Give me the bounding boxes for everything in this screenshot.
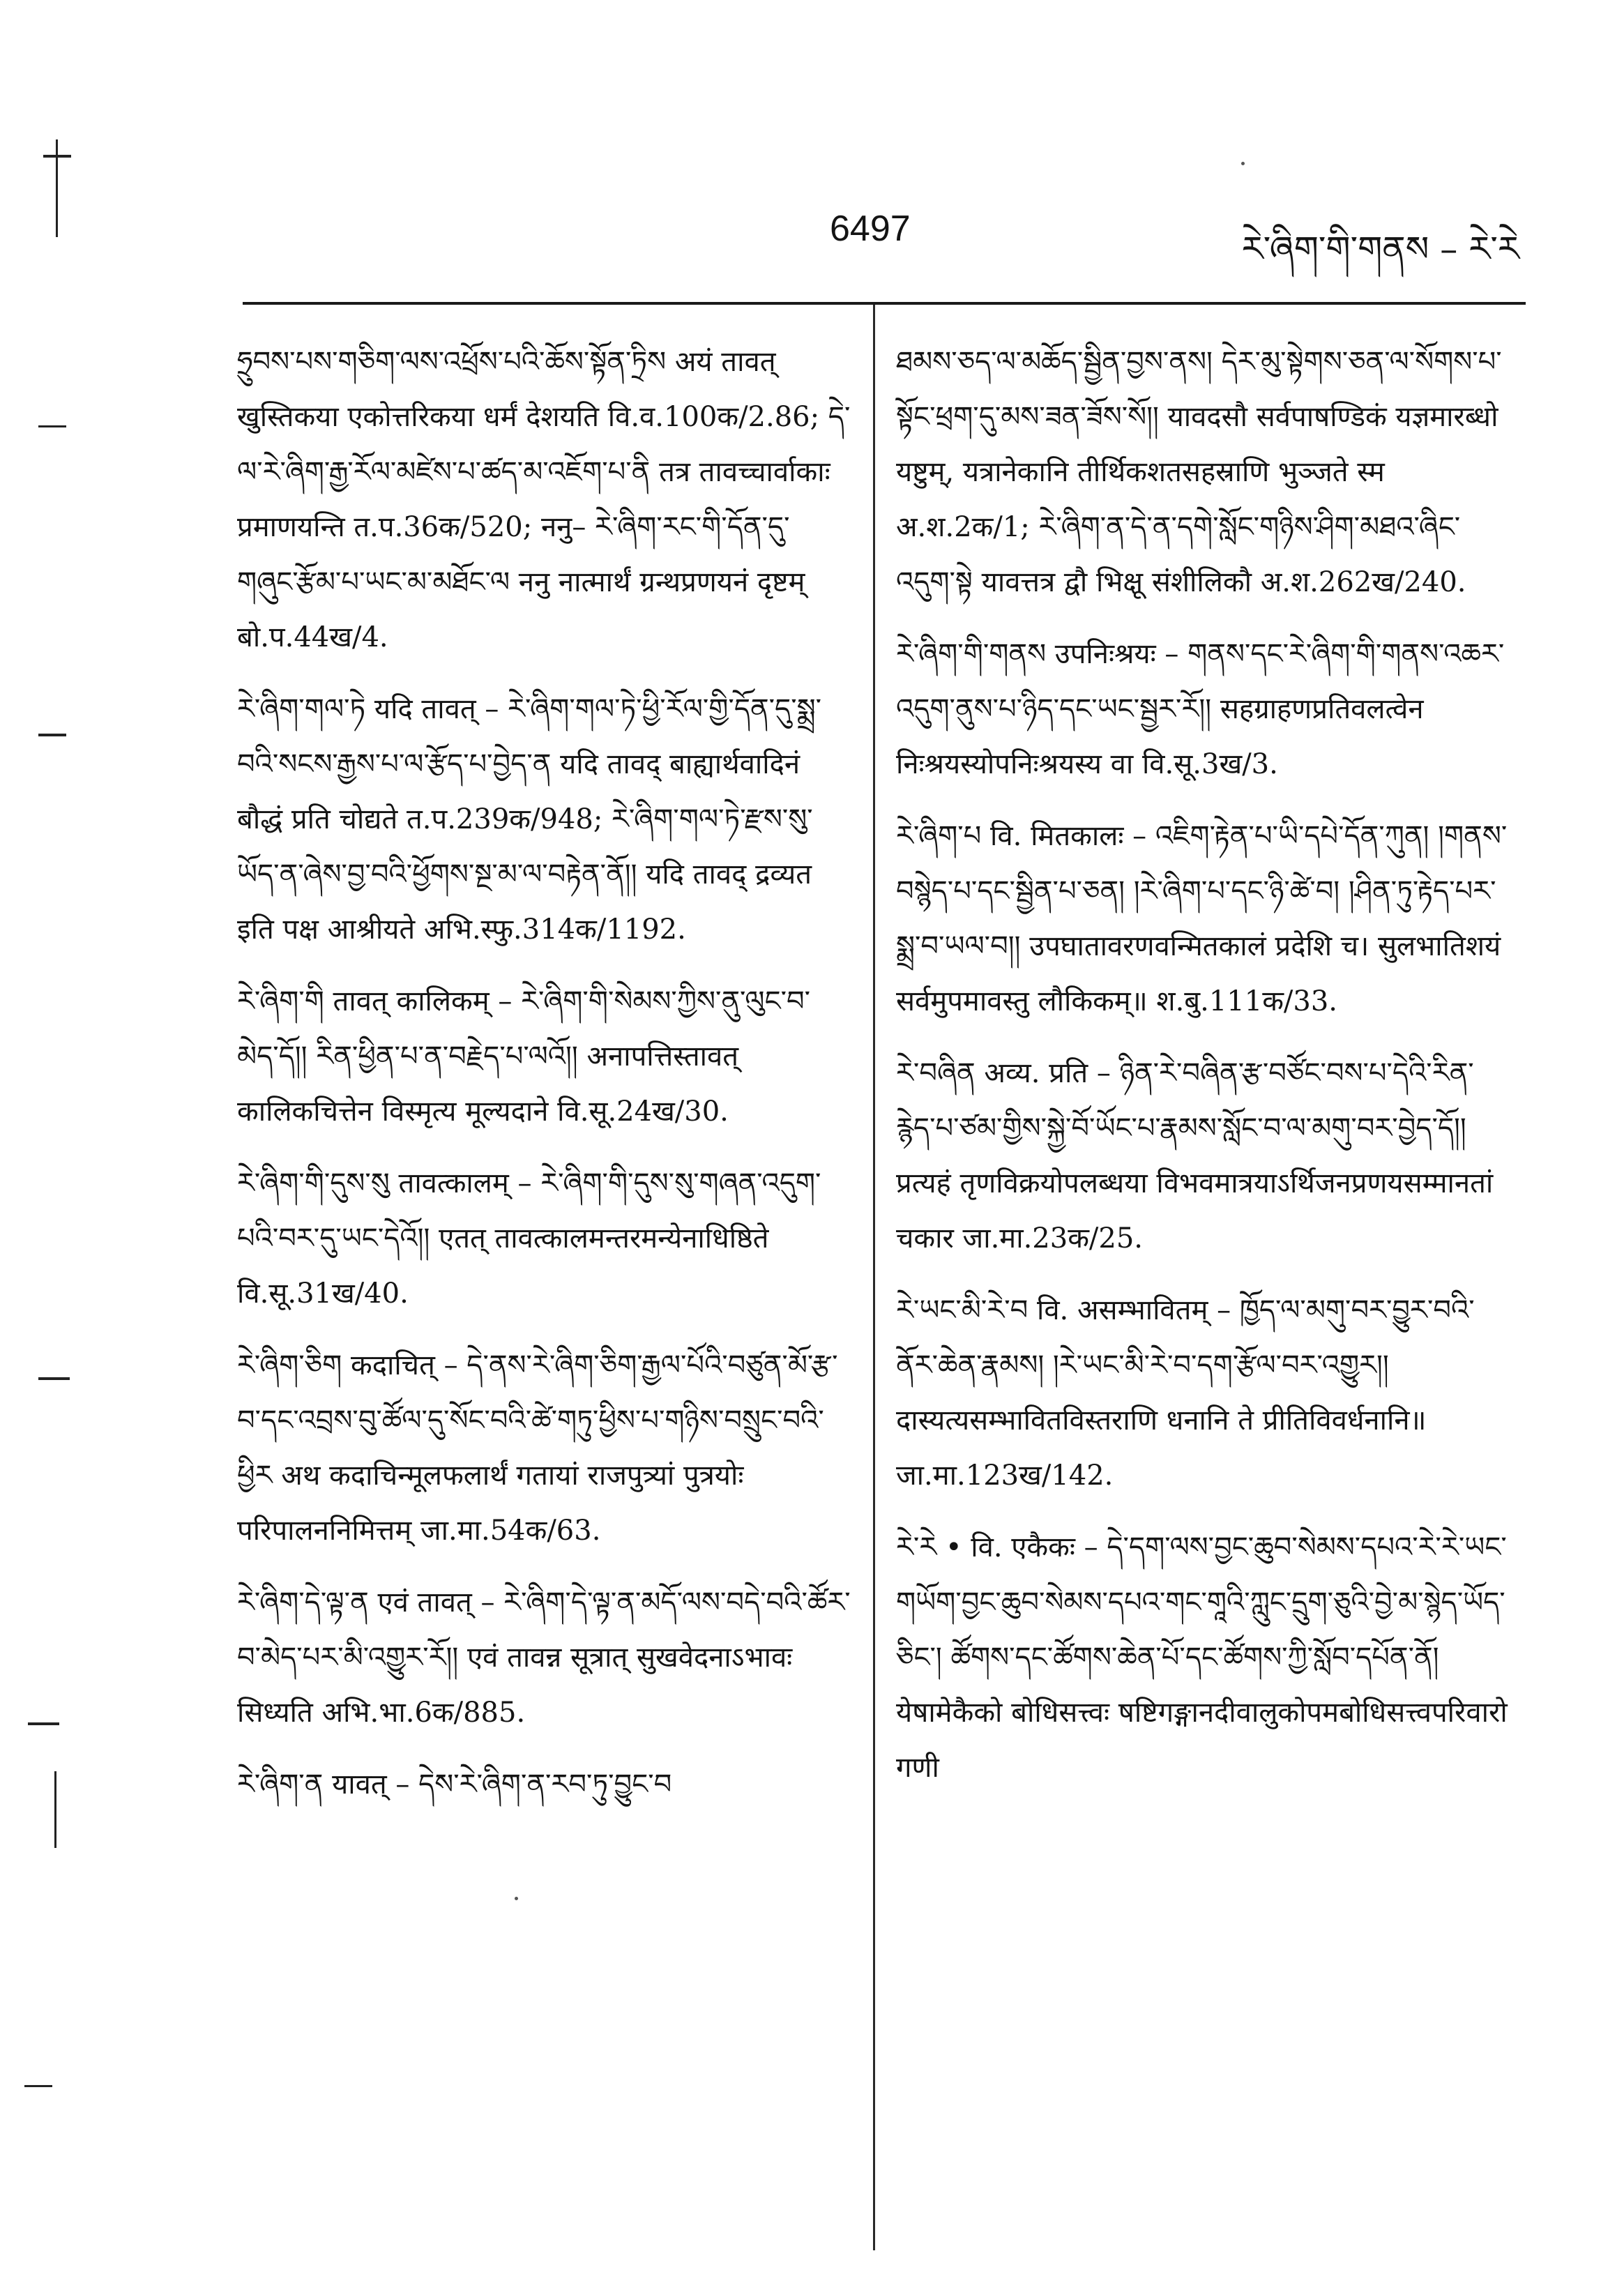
margin-mark <box>56 139 58 237</box>
dictionary-entry: རེ་ཞིག་དེ་ལྟ་ན एवं तावत् – རེ་ཞིག་དེ་ལྟ་ན་མདོ་ལས་བདེ་བའི་ཚོར་བ་མེད་པར་མི་འགྱུར་རོ།། एवं तावन्न सूत्रात् सुखवेदनाऽभावः सिध्यति अभि.भा.6क/885. <box>237 1586 851 1729</box>
right-column <box>896 335 1510 1812</box>
dictionary-entry: རེ་ཞིག་ཅིག कदाचित् – དེ་ནས་རེ་ཞིག་ཅིག་རྒྱལ་པོའི་བཙུན་མོ་རྩ་བ་དང་འབྲས་བུ་ཚོལ་དུ་སོང་བའི་ཚེ་གཏུ་ཕྱིས་པ་གཉིས་བསྲུང་བའི་ཕྱིར अथ कदाचिन्मूलफलार्थं गतायां राजपुत्र्यां पुत्रयोः परिपालननिमित्तम् जा.मा.54क/63. <box>237 1349 838 1547</box>
page-number: 6497 <box>830 209 911 249</box>
speck <box>1241 162 1245 165</box>
margin-mark <box>54 1771 56 1848</box>
dictionary-entry: ཐམས་ཅད་ལ་མཆོད་སྦྱིན་བྱས་ནས། དེར་མུ་སྟེགས་ཅན་ལ་སོགས་པ་སྟོང་ཕྲག་དུ་མས་ཟན་ཟོས་སོ།། यावदसौ सर्वपाषण्डिकं यज्ञमारब्धो यष्टुम्, यत्रानेकानि तीर्थिकशतसहस्राणि भुञ्जते स्म अ.श.2क/1; རེ་ཞིག་ན་དེ་ན་དགེ་སློང་གཉིས་ཤིག་མཐའ་ཞིང་འདུག་སྟེ यावत्तत्र द्वौ भिक्षू संशीलिकौ अ.श.262ख/240. <box>896 346 1502 598</box>
left-column <box>237 335 851 1829</box>
running-head: རེ་ཞིག་གི་གནས – རེ་རེ <box>1241 229 1519 269</box>
dictionary-entry: རེ་ཞིག་གི तावत् कालिकम् – རེ་ཞིག་གི་སེམས་ཀྱིས་ནུ་ལུང་བ་མེད་དོ།། རིན་ཕྱིན་པ་ན་བརྗེད་པ་ལའོ།། अनापत्तिस्तावत् कालिकचित्तेन विस्मृत्य मूल्यदाने वि.सू.24ख/30. <box>237 985 811 1128</box>
dictionary-entry: རེ་ཞིག་གི་དུས་སུ तावत्कालम् – རེ་ཞིག་གི་དུས་སུ་གཞན་འདུག་པའི་བར་དུ་ཡང་དེའོ།། एतत् तावत्कालमन्तरमन्येनाधिष्ठिते वि.सू.31ख/40. <box>237 1167 821 1310</box>
header-rule <box>243 302 1526 305</box>
dictionary-entry: རེ་ཞིག་པ वि. मितकालः – འཇིག་རྟེན་པ་ཡི་དཔེ་དོན་ཀུན། །གནས་བསྙེད་པ་དང་སྦྱིན་པ་ཅན། །རེ་ཞིག་པ་དང་ཉི་ཚེ་བ། །ཤིན་ཏུ་རྟེད་པར་སྨྲ་བ་ཡལ་བ།། उपघातावरणवन्मितकालं प्रदेशि च। सुलभातिशयं सर्वमुपमावस्तु लौकिकम्॥ श.बु.111क/33. <box>896 820 1508 1017</box>
margin-mark <box>38 425 66 427</box>
margin-mark <box>28 1722 59 1725</box>
dictionary-entry: རེ་བཞིན अव्य. प्रति – ཉིན་རེ་བཞིན་རྩ་བཙོང་བས་པ་དེའི་རིན་རྙེད་པ་ཙམ་གྱིས་སྐྱེ་བོ་ཡོང་པ་རྣམས་སློང་བ་ལ་མགུ་བར་བྱེད་དོ།། प्रत्यहं तृणविक्रयोपलब्धया विभवमात्रयाऽर्थिजनप्रणयसम्मानतां चकार जा.मा.23क/25. <box>896 1057 1494 1255</box>
speck <box>515 1897 518 1900</box>
dictionary-entry: རེ་རེ • वि. एकैकः – དེ་དག་ལས་བྱང་ཆུབ་སེམས་དཔའ་རེ་རེ་ཡང་གཡོག་བྱང་ཆུབ་སེམས་དཔའ་གང་གཱའི་ཀླུང་དྲུག་ཅུའི་བྱེ་མ་སྙེད་ཡོད་ཅིང་། ཚོགས་དང་ཚོགས་ཆེན་པོ་དང་ཚོགས་ཀྱི་སློབ་དཔོན་ནོ། येषामेकैको बोधिसत्त्वः षष्टिगङ्गानदीवालुकोपमबोधिसत्त्वपरिवारो गणी <box>896 1531 1508 1784</box>
margin-mark <box>38 1377 70 1380</box>
dictionary-entry: ཧྲུབས་པས་གཅིག་ལས་འཕྲོས་པའི་ཆོས་སྟོན་ཏྲིས अयं तावत् खुस्तिकया एकोत्तरिकया धर्मं देशयति वि.व.100क/2.86; དེ་ལ་རེ་ཞིག་རྒྱ་རོལ་མཛེས་པ་ཚད་མ་འཇོག་པ་ནི तत्र तावच्चार्वाकाः प्रमाणयन्ति त.प.36क/520; ननु– རེ་ཞིག་རང་གི་དོན་དུ་གཞུང་རྩོམ་པ་ཡང་མ་མཐོང་ལ ननु नात्मार्थं ग्रन्थप्रणयनं दृष्टम् बो.प.44ख/4. <box>237 346 851 653</box>
dictionary-entry: རེ་ཡང་མི་རེ་བ वि. असम्भावितम् – ཁྱོད་ལ་མགུ་བར་བྱུར་བའི་ནོར་ཆེན་རྣམས། །རེ་ཡང་མི་རེ་བ་དག་རྩོལ་བར་འགྱུར།། दास्यत्यसम्भावितविस्तराणि धनानि ते प्रीतिविवर्धनानि॥ जा.मा.123ख/142. <box>896 1294 1475 1492</box>
margin-mark <box>38 734 66 736</box>
dictionary-entry: རེ་ཞིག་གལ་ཏེ यदि तावत् – རེ་ཞིག་གལ་ཏེ་ཕྱི་རོལ་གྱི་དོན་དུ་སྨྲ་བའི་སངས་རྒྱས་པ་ལ་རྩོད་པ་བྱེད་ན यदि तावद् बाह्यार्थवादिनं बौद्धं प्रति चोद्यते त.प.239क/948; རེ་ཞིག་གལ་ཏེ་རྫས་སུ་ཡོད་ན་ཞེས་བྱ་བའི་ཕྱོགས་སྔ་མ་ལ་བརྟེན་ནོ།། यदि तावद् द्रव्यत इति पक्ष आश्रीयते अभि.स्फु.314क/1192. <box>237 693 822 946</box>
dictionary-entry: རེ་ཞིག་ན यावत् – དེས་རེ་ཞིག་ན་རབ་ཏུ་བྱུང་བ <box>237 1768 672 1801</box>
dictionary-entry: རེ་ཞིག་གི་གནས उपनिःश्रयः – གནས་དང་རེ་ཞིག་གི་གནས་འཆར་འདུག་ནུས་པ་ཉིད་དང་ཡང་སྦྱར་རོ།། सहग्राहणप्रतिवलत्वेन निःश्रयस्योपनिःश्रयस्य वा वि.सू.3ख/3. <box>896 638 1505 780</box>
margin-mark <box>24 2085 52 2087</box>
column-divider <box>873 305 875 2250</box>
